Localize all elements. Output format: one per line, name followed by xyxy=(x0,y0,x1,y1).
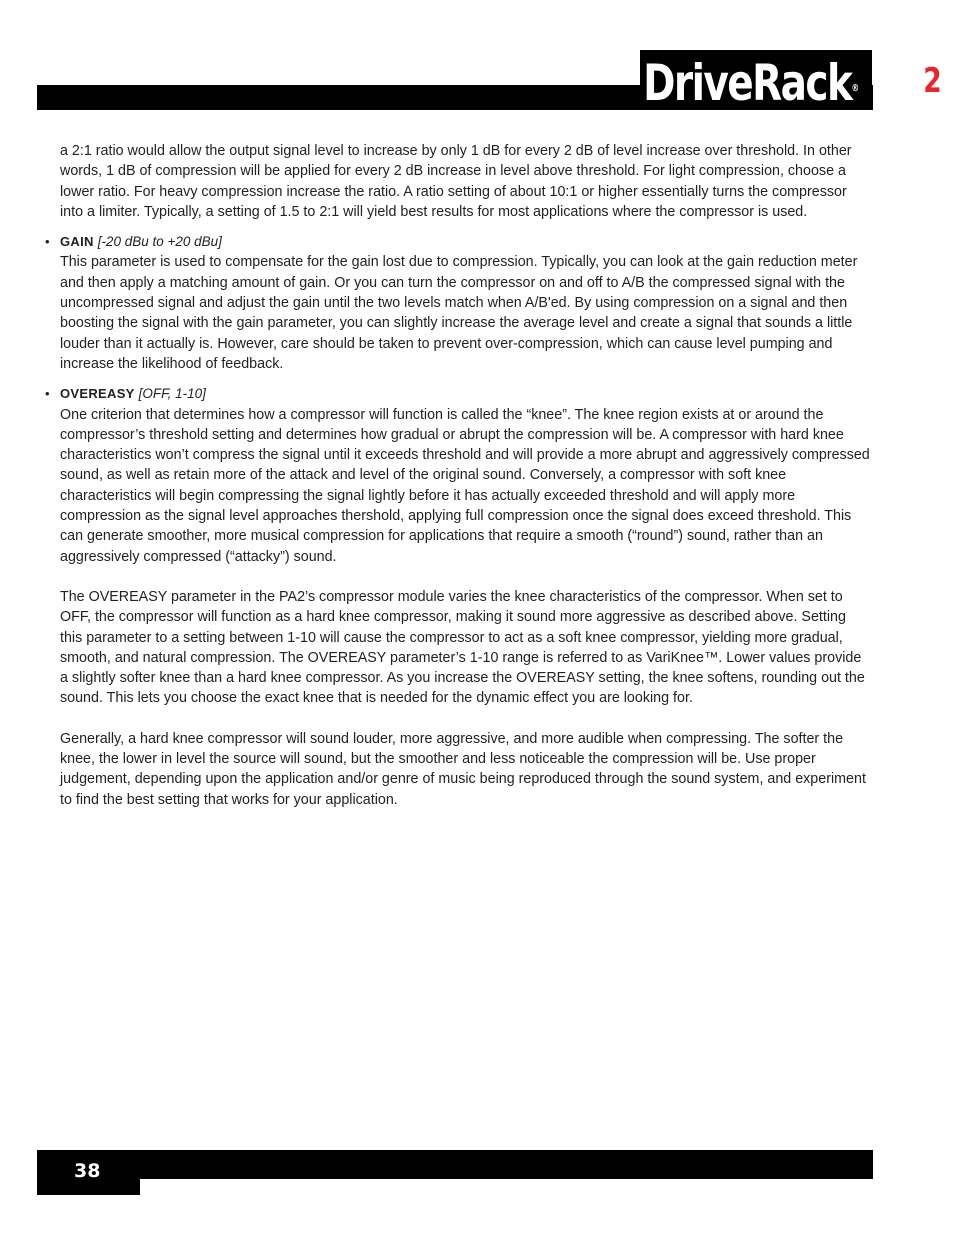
overeasy-section xyxy=(45,384,872,810)
overeasy-heading xyxy=(60,384,872,404)
overeasy-paragraph-1: One criterion that determines how a compressor will function is called the “knee”. The knee region exists at or around the compressor’s threshold setting and determines how gradual or abrupt the compression will be. A compressor with hard knee characteristics won’t compress the signal until it exceeds threshold and will provide a more abrupt and aggressively compressed sound, as well as retain more of the attack and level of the original sound. Conversely, a compressor with soft knee characteristics will begin compressing the signal lightly before it has actually exceeded threshold and will apply more compression as the signal level approaches thershold, applying full compression once the signal does exceed threshold. This can generate smoother, more musical compression for applications that require a smooth (“round”) sound, rather than an aggressively compressed (“attacky”) sound. xyxy=(60,406,870,565)
paragraph-gap xyxy=(60,567,872,587)
overeasy-term: OVEREASY xyxy=(60,386,135,402)
overeasy-paragraph-3: Generally, a hard knee compressor will sound louder, more aggressive, and more audible when compressing. The softer the knee, the lower in level the source will sound, but the smoother and less noticeable the compression will be. Use proper judgement, depending upon the application and/or genre of music being reproduced through the sound system, and experiment to find the best setting that works for your application. xyxy=(60,730,866,808)
intro-paragraph: a 2:1 ratio would allow the output signal level to increase by only 1 dB for every 2 dB of level increase over threshold. In other words, 1 dB of compression will be applied for every 2 dB increase in level above threshold. For light compression, choose a lower ratio. For heavy compression increase the ratio. A ratio setting of about 10:1 or higher essentially turns the compressor into a limiter. Typically, a setting of 1.5 to 2:1 will yield best results for most applications where the compressor is used. xyxy=(60,143,852,220)
logo-registered-mark: ® xyxy=(851,83,860,94)
logo-suffix: PA xyxy=(859,54,924,112)
gain-section xyxy=(45,232,872,374)
gain-term: GAIN xyxy=(60,234,94,250)
gain-paragraph: This parameter is used to compensate for the gain lost due to compression. Typically, you can look at the gain reduction meter and then apply a matching amount of gain. Or you can turn the compressor on and off to A/B the compressed signal with the uncompressed signal and adjust the gain until the two levels match when A/B'ed. By using compression on a signal and then boosting the signal with the gain parameter, you can slightly increase the average level and create a signal that sounds a little louder than it actually is. However, care should be taken to prevent over-compression, which can cause level pumping and increase the likelihood of feedback. xyxy=(60,254,858,372)
driverack-pa2-logo xyxy=(640,50,942,112)
bullet-icon: • xyxy=(45,234,50,250)
logo-text xyxy=(640,54,942,112)
logo-superscript: 2 xyxy=(923,61,942,101)
gain-range: [-20 dBu to +20 dBu] xyxy=(97,234,222,250)
logo-main: DriveRack xyxy=(643,54,852,112)
paragraph-gap xyxy=(60,709,872,729)
overeasy-range: [OFF, 1-10] xyxy=(138,386,206,402)
gain-heading xyxy=(60,232,872,252)
bullet-icon: • xyxy=(45,386,50,402)
footer-bar xyxy=(37,1150,873,1179)
overeasy-paragraph-2: The OVEREASY parameter in the PA2’s compressor module varies the knee characteristics of the compressor. When set to OFF, the compressor will function as a hard knee compressor, making it sound more aggressive as described above. Setting this parameter to a setting between 1-10 will cause the compressor to act as a soft knee compressor, yielding more gradual, smooth, and natural compression. The OVEREASY parameter’s 1-10 range is referred to as VariKnee™. Lower values provide a slightly softer knee than a hard knee compressor. As you increase the OVEREASY setting, the knee softens, rounding out the sound. This lets you choose the exact knee that is needed for the dynamic effect you are looking for. xyxy=(60,588,865,707)
page-number: 38 xyxy=(74,1160,101,1182)
page-content xyxy=(45,141,872,810)
